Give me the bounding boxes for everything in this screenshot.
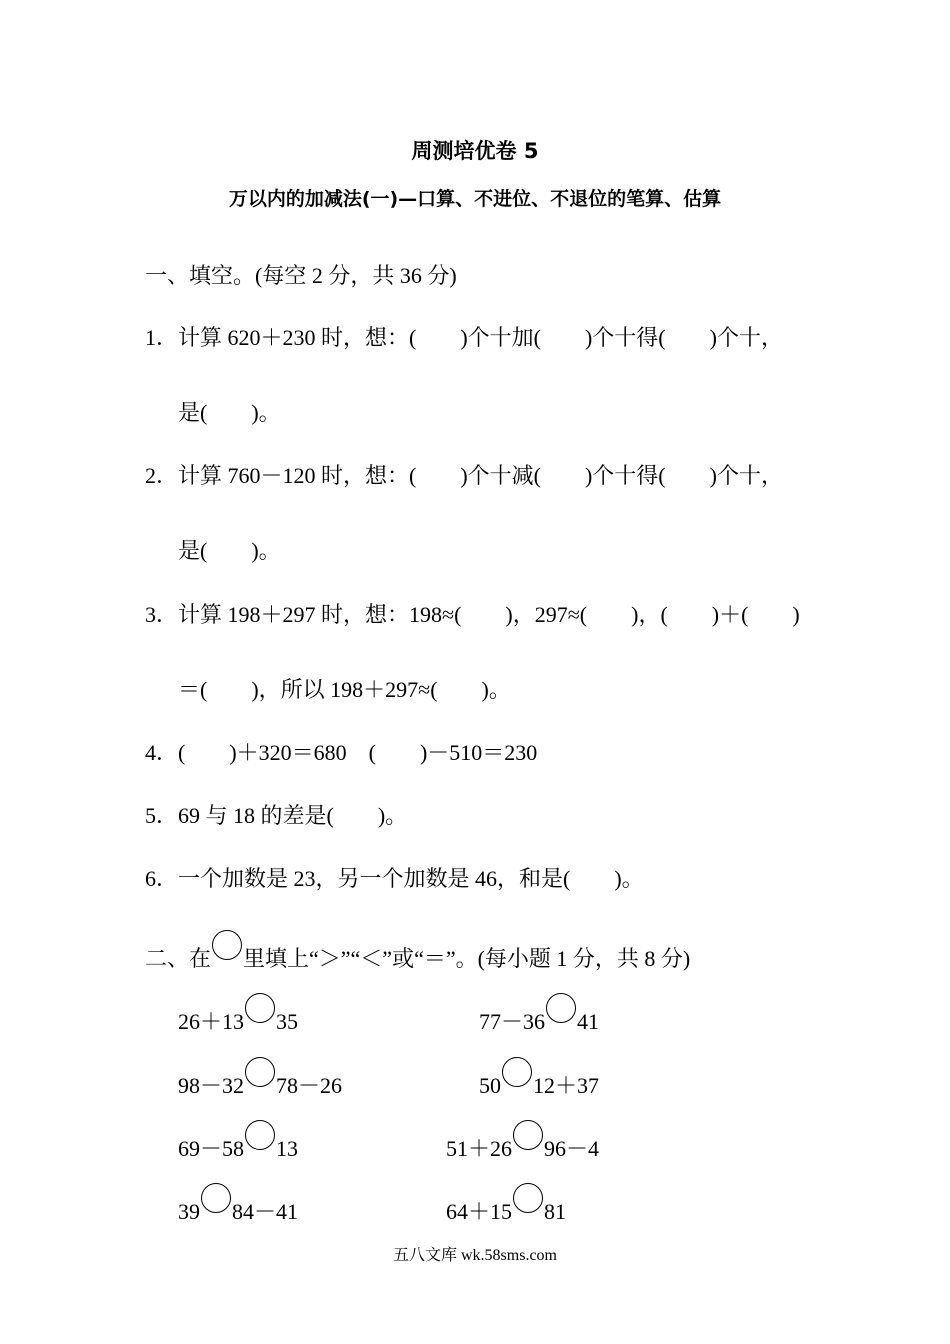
compare-left: 98－32 [178, 1073, 245, 1098]
question-1-line-1: 1．计算 620＋230 时，想：( )个十加( )个十得( )个十， [145, 325, 783, 350]
compare-right: 96－4 [544, 1136, 600, 1161]
compare-item-7 [178, 1183, 298, 1223]
answer-circle[interactable] [245, 1057, 275, 1087]
compare-item-5 [178, 1120, 298, 1160]
compare-item-4 [479, 1057, 599, 1097]
compare-right: 81 [544, 1199, 567, 1224]
compare-right: 84－41 [232, 1199, 299, 1224]
compare-right: 13 [276, 1136, 299, 1161]
question-3-line-2: ＝( )，所以 198＋297≈( )。 [178, 677, 511, 702]
page-title: 周测培优卷 5 [411, 139, 539, 163]
compare-right: 12＋37 [533, 1073, 600, 1098]
compare-left: 26＋13 [178, 1009, 245, 1034]
compare-item-1 [178, 993, 298, 1033]
question-1-line-2: 是( )。 [178, 400, 281, 425]
question-5: 5．69 与 18 的差是( )。 [145, 803, 408, 828]
compare-item-3 [178, 1057, 342, 1097]
footer-watermark: 五八文库 wk.58sms.com [392, 1247, 557, 1264]
compare-left: 51＋26 [446, 1136, 513, 1161]
compare-left: 50 [479, 1073, 501, 1098]
question-3-line-1: 3．计算 198＋297 时，想：198≈( )，297≈( )，( )＋( ) [145, 602, 800, 627]
answer-circle[interactable] [546, 993, 576, 1023]
section-2-heading-start: 二、在 [145, 946, 212, 971]
question-2-line-2: 是( )。 [178, 538, 281, 563]
compare-left: 64＋15 [446, 1199, 513, 1224]
compare-item-2 [479, 993, 599, 1033]
section-2-heading [145, 930, 690, 970]
question-4: 4．( )＋320＝680 ( )－510＝230 [145, 740, 538, 765]
section-1-heading: 一、填空。(每空 2 分，共 36 分) [145, 263, 457, 288]
answer-circle[interactable] [201, 1183, 231, 1213]
page-subtitle: 万以内的加减法(一)—口算、不进位、不退位的笔算、估算 [228, 188, 722, 210]
circle-icon [212, 930, 242, 960]
compare-item-6 [446, 1120, 599, 1160]
answer-circle[interactable] [513, 1120, 543, 1150]
answer-circle[interactable] [513, 1183, 543, 1213]
answer-circle[interactable] [245, 1120, 275, 1150]
compare-right: 35 [276, 1009, 299, 1034]
compare-right: 41 [577, 1009, 600, 1034]
compare-left: 69－58 [178, 1136, 245, 1161]
compare-left: 39 [178, 1199, 200, 1224]
answer-circle[interactable] [502, 1057, 532, 1087]
section-2-heading-end: 里填上“＞”“＜”或“＝”。(每小题 1 分，共 8 分) [243, 946, 691, 971]
compare-right: 78－26 [276, 1073, 343, 1098]
compare-item-8 [446, 1183, 566, 1223]
answer-circle[interactable] [245, 993, 275, 1023]
question-6: 6．一个加数是 23，另一个加数是 46，和是( )。 [145, 866, 644, 891]
question-2-line-1: 2．计算 760－120 时，想：( )个十减( )个十得( )个十， [145, 463, 783, 488]
compare-left: 77－36 [479, 1009, 546, 1034]
